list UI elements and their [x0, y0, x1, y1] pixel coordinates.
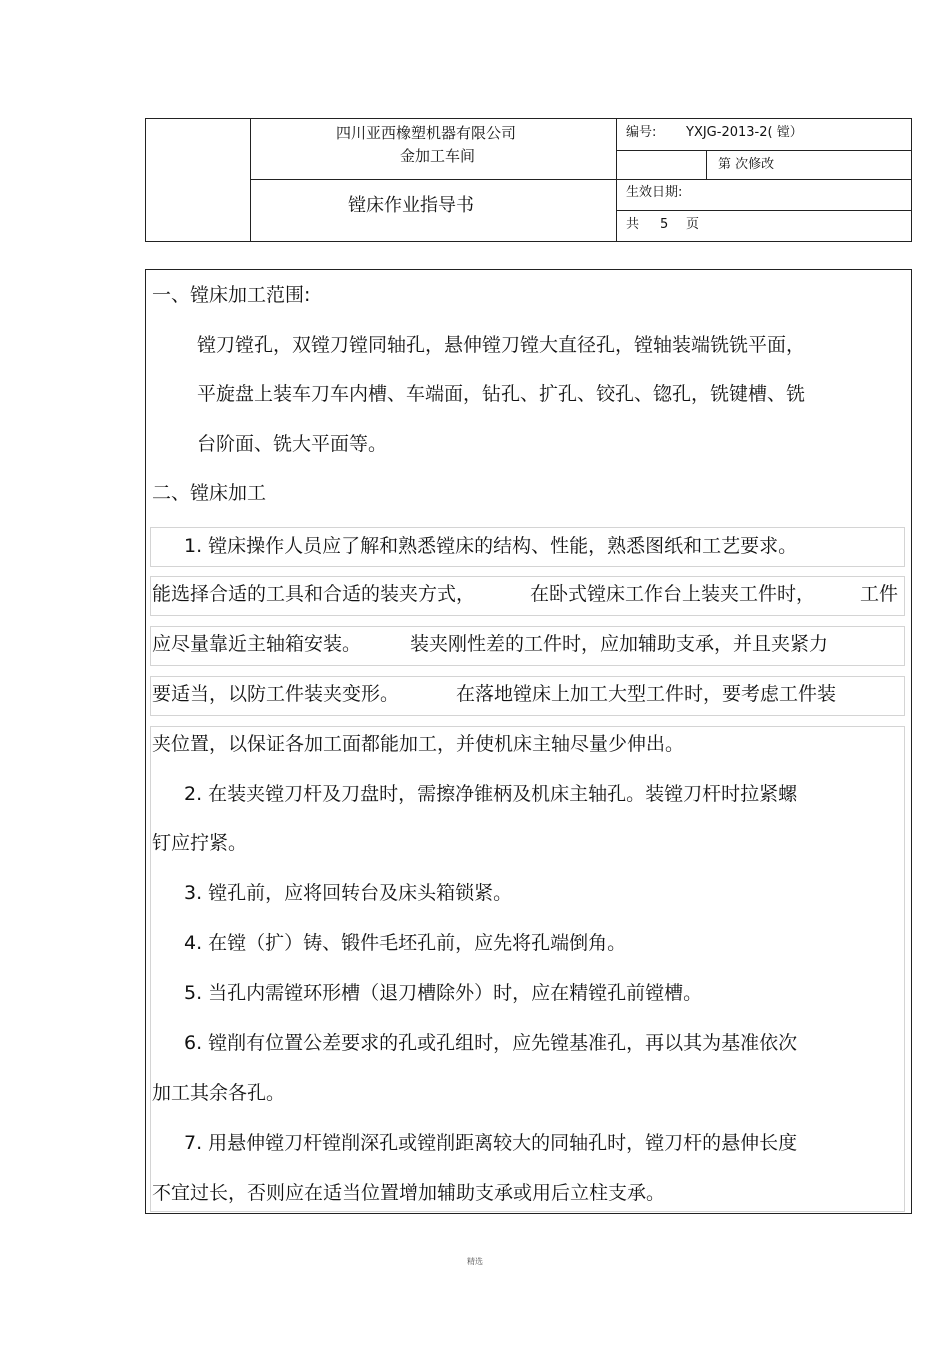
- header-divider-logo: [250, 119, 251, 241]
- document-title: 镗床作业指导书: [348, 195, 474, 216]
- paragraph-line: 平旋盘上装车刀车内槽、车端面，钻孔、扩孔、铰孔、锪孔，铣键槽、铣: [197, 383, 806, 405]
- code-label: 编号:: [626, 125, 657, 140]
- paragraph-line: 要适当，以防工件装夹变形。: [152, 683, 400, 705]
- header-divider-middle: [250, 179, 911, 180]
- company-name: 四川亚西橡塑机器有限公司: [336, 124, 517, 142]
- pages-unit: 页: [686, 217, 700, 232]
- header-divider-info: [616, 119, 617, 241]
- paragraph-line: 不宜过长，否则应在适当位置增加辅助支承或用后立柱支承。: [152, 1182, 666, 1204]
- code-value: YXJG-2013-2( 镗）: [686, 125, 803, 140]
- header-divider-code: [616, 150, 911, 151]
- paragraph-line: 1. 镗床操作人员应了解和熟悉镗床的结构、性能，熟悉图纸和工艺要求。: [184, 535, 798, 557]
- workshop-name: 金加工车间: [400, 147, 476, 165]
- section-heading-processing: 二、镗床加工: [152, 482, 267, 504]
- paragraph-line: 能选择合适的工具和合适的装夹方式，: [152, 583, 476, 605]
- header-table: [145, 118, 912, 242]
- footer-mark: 精选: [467, 1257, 483, 1266]
- paragraph-line: 加工其余各孔。: [152, 1082, 286, 1104]
- paragraph-line: 夹位置，以保证各加工面都能加工，并使机床主轴尽量少伸出。: [152, 733, 685, 755]
- paragraph-line: 应尽量靠近主轴箱安装。: [152, 633, 362, 655]
- revision-text: 第 次修改: [718, 157, 775, 172]
- section-heading-scope: 一、镗床加工范围:: [152, 284, 311, 306]
- paragraph-line: 4. 在镗（扩）铸、锻件毛坯孔前，应先将孔端倒角。: [184, 932, 627, 954]
- paragraph-line: 工件: [860, 583, 899, 605]
- paragraph-line: 2. 在装夹镗刀杆及刀盘时，需擦净锥柄及机床主轴孔。装镗刀杆时拉紧螺: [184, 783, 798, 805]
- paragraph-line: 台阶面、铣大平面等。: [197, 433, 388, 455]
- paragraph-line: 在落地镗床上加工大型工件时，要考虑工件装: [456, 683, 837, 705]
- paragraph-line: 镗刀镗孔，双镗刀镗同轴孔，悬伸镗刀镗大直径孔，镗轴装端铣铣平面，: [197, 334, 806, 356]
- paragraph-line: 7. 用悬伸镗刀杆镗削深孔或镗削距离较大的同轴孔时，镗刀杆的悬伸长度: [184, 1132, 798, 1154]
- pages-value: 5: [660, 217, 669, 232]
- paragraph-line: 3. 镗孔前，应将回转台及床头箱锁紧。: [184, 882, 513, 904]
- paragraph-line: 钉应拧紧。: [152, 832, 248, 854]
- pages-label: 共: [626, 217, 640, 232]
- header-divider-effective: [616, 210, 911, 211]
- paragraph-line: 6. 镗削有位置公差要求的孔或孔组时，应先镗基准孔，再以其为基准依次: [184, 1032, 798, 1054]
- header-divider-revision: [706, 150, 707, 179]
- paragraph-line: 装夹刚性差的工件时，应加辅助支承，并且夹紧力: [410, 633, 829, 655]
- effective-date-label: 生效日期:: [626, 185, 683, 200]
- paragraph-line: 在卧式镗床工作台上装夹工件时，: [530, 583, 816, 605]
- paragraph-line: 5. 当孔内需镗环形槽（退刀槽除外）时，应在精镗孔前镗槽。: [184, 982, 703, 1004]
